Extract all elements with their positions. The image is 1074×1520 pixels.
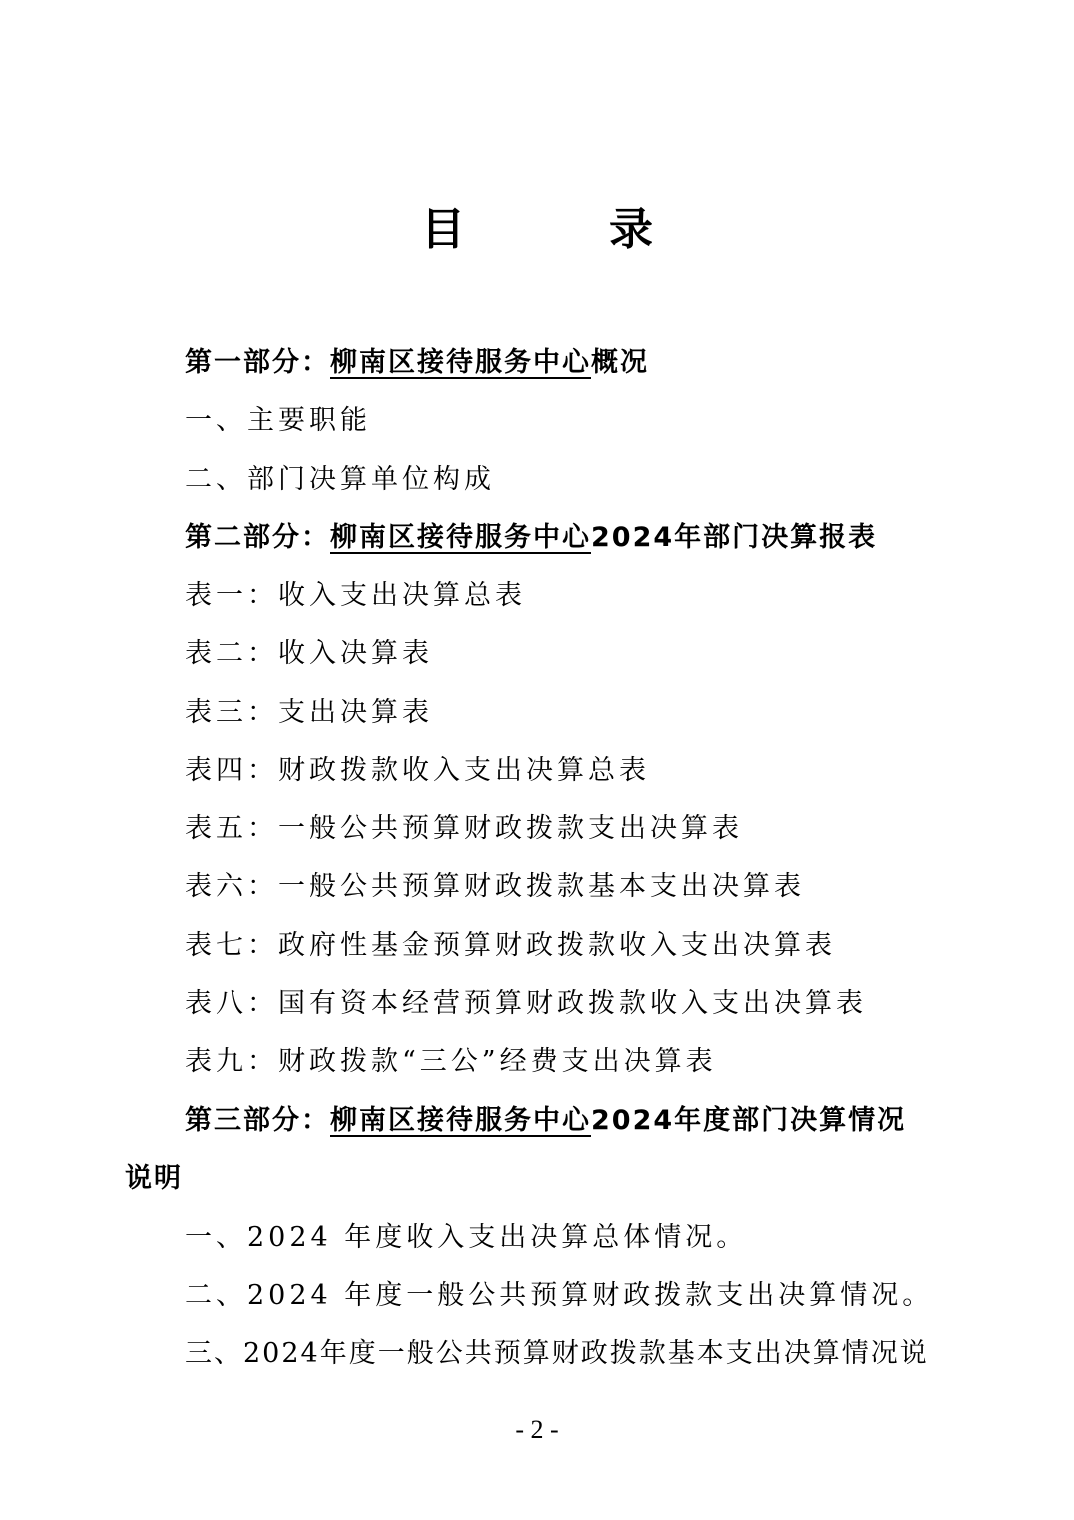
toc-part1-org-name: 柳南区接待服务中心 xyxy=(330,347,591,378)
toc-part1-suffix: 概况 xyxy=(591,347,649,378)
toc-part3-heading[interactable] xyxy=(185,1101,906,1141)
toc-item[interactable]: 表二：收入决算表 xyxy=(185,638,433,669)
toc-item[interactable]: 表八：国有资本经营预算财政拨款收入支出决算表 xyxy=(185,988,867,1019)
toc-item[interactable]: 表七：政府性基金预算财政拨款收入支出决算表 xyxy=(185,930,836,961)
toc-item[interactable]: 一、主要职能 xyxy=(185,405,371,436)
page-title: 目 录 xyxy=(421,204,703,255)
toc-part3-suffix: 2024年度部门决算情况 xyxy=(591,1105,907,1136)
page-number: - 2 - xyxy=(515,1415,559,1444)
toc-item[interactable]: 表六：一般公共预算财政拨款基本支出决算表 xyxy=(185,871,805,902)
toc-item[interactable]: 表三：支出决算表 xyxy=(185,697,433,728)
toc-item[interactable]: 表五：一般公共预算财政拨款支出决算表 xyxy=(185,813,743,844)
toc-item[interactable]: 二、部门决算单位构成 xyxy=(185,464,495,495)
toc-part2-org-name: 柳南区接待服务中心 xyxy=(330,522,591,553)
toc-part1-heading[interactable] xyxy=(185,343,649,383)
toc-item[interactable]: 表四：财政拨款收入支出决算总表 xyxy=(185,755,650,786)
toc-item[interactable]: 二、2024 年度一般公共预算财政拨款支出决算情况。 xyxy=(185,1280,934,1311)
toc-part2-prefix: 第二部分： xyxy=(185,522,330,553)
toc-item[interactable]: 三、2024年度一般公共预算财政拨款基本支出决算情况说 xyxy=(185,1338,929,1369)
toc-part3-prefix: 第三部分： xyxy=(185,1105,330,1136)
toc-part3-org-name: 柳南区接待服务中心 xyxy=(330,1105,591,1136)
toc-item[interactable]: 表九：财政拨款“三公”经费支出决算表 xyxy=(185,1046,717,1077)
toc-part2-suffix: 2024年部门决算报表 xyxy=(591,522,878,553)
toc-part3-heading-continuation[interactable]: 说明 xyxy=(125,1163,183,1194)
toc-item[interactable]: 一、2024 年度收入支出决算总体情况。 xyxy=(185,1222,748,1253)
toc-item[interactable]: 表一：收入支出决算总表 xyxy=(185,580,526,611)
toc-part2-heading[interactable] xyxy=(185,518,877,558)
toc-part1-prefix: 第一部分： xyxy=(185,347,330,378)
